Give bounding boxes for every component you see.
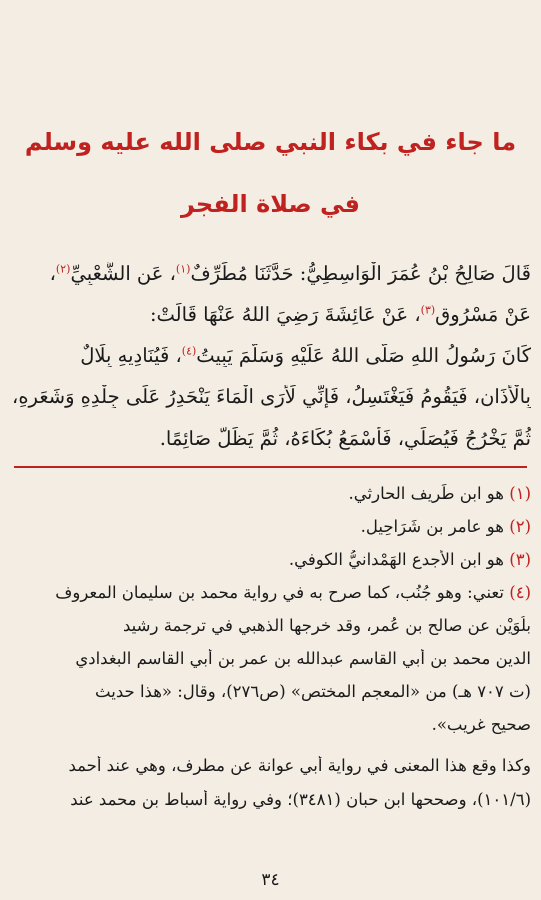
page-number: ٣٤ [261, 870, 280, 890]
text-segment: ، عَنْ عَائِشَةَ رَضِيَ اللهُ عَنْهَا قَالَتْ: [149, 303, 421, 326]
footnote-number: (٣) [509, 550, 531, 569]
footnote-line: (١٠١/٦)، وصححها ابن حبان (٣٤٨١)؛ وفي رواية أسباط بن محمد عند [70, 790, 531, 809]
text-segment: كَانَ رَسُولُ اللهِ صَلَّى اللهُ عَلَيْهِ وَسَلَّمَ يَبِيتُ [196, 344, 531, 367]
footnote-ref: (٢) [55, 262, 71, 276]
footnote-line: الدين محمد بن أبي القاسم عبدالله بن عمر بن أبي القاسم البغدادي [75, 649, 531, 668]
footnote-line: بلُوَيْن عن صالح بن عُمر، وقد خرجها الذهبي في ترجمة رشيد [123, 616, 531, 635]
text-segment: ، عَنِ الشَّعْبِيِّ [70, 262, 176, 285]
footnote-text: هو ابن الأجدع الهَمْدانيُّ الكوفي. [288, 550, 504, 569]
text-segment: عَنْ مَسْرُوقٍ [435, 303, 531, 326]
footnote-3 [8, 550, 531, 569]
footnote-text: هو عامر بن شَرَاحِيل. [360, 517, 504, 536]
footnote-line: (ت ٧٠٧ هـ) من «المعجم المختص» (ص٢٧٦)، وقال: «هذا حديث [95, 682, 531, 701]
text-segment: ، [49, 262, 56, 285]
hadith-line: بِالْأَذَانِ، فَيَقُومُ فَيَغْتَسِلُ، فَإِنِّي لَأَرَى الْمَاءَ يَنْحَدِرُ عَلَى جِلْدِهِ وَشَعَرِهِ، [12, 385, 531, 408]
footnote-1 [8, 484, 531, 503]
chapter-subtitle: في صلاة الفجر [180, 190, 361, 218]
footnote-number: (٤) [509, 583, 531, 602]
hadith-line [10, 303, 531, 326]
footnote-ref: (١) [175, 262, 191, 276]
hadith-line [10, 262, 531, 285]
footnote-4 [8, 583, 531, 602]
text-segment: قَالَ صَالِحُ بْنُ عُمَرَ الْوَاسِطِيُّ: حَدَّثَنَا مُطَرِّفٌ [190, 262, 531, 285]
footnote-text: هو ابن طَرِيف الحارثي. [348, 484, 504, 503]
chapter-title: ما جاء في بكاء النبي صلى الله عليه وسلم [24, 128, 517, 156]
footnote-number: (٢) [509, 517, 531, 536]
hadith-line: ثُمَّ يَخْرُجُ فَيُصَلِّي، فَأَسْمَعُ بُكَاءَهُ، ثُمَّ يَظَلُّ صَائِمًا. [159, 427, 531, 450]
footnote-ref: (٣) [420, 303, 436, 317]
hadith-line [10, 344, 531, 367]
footnote-line: وكذا وقع هذا المعنى في رواية أبي عوانة عن مطرف، وهي عند أحمد [68, 756, 531, 775]
footnote-ref: (٤) [181, 344, 197, 358]
footnote-text: تعني: وهو جُنُب، كما صرح به في رواية محمد بن سليمان المعروف [55, 583, 504, 602]
footnote-separator [14, 466, 527, 468]
footnote-2 [8, 517, 531, 536]
footnote-number: (١) [509, 484, 531, 503]
text-segment: ، فَيُنَادِيهِ بِلَالٌ [80, 344, 182, 367]
footnote-line: صحيح غريب». [431, 715, 531, 734]
